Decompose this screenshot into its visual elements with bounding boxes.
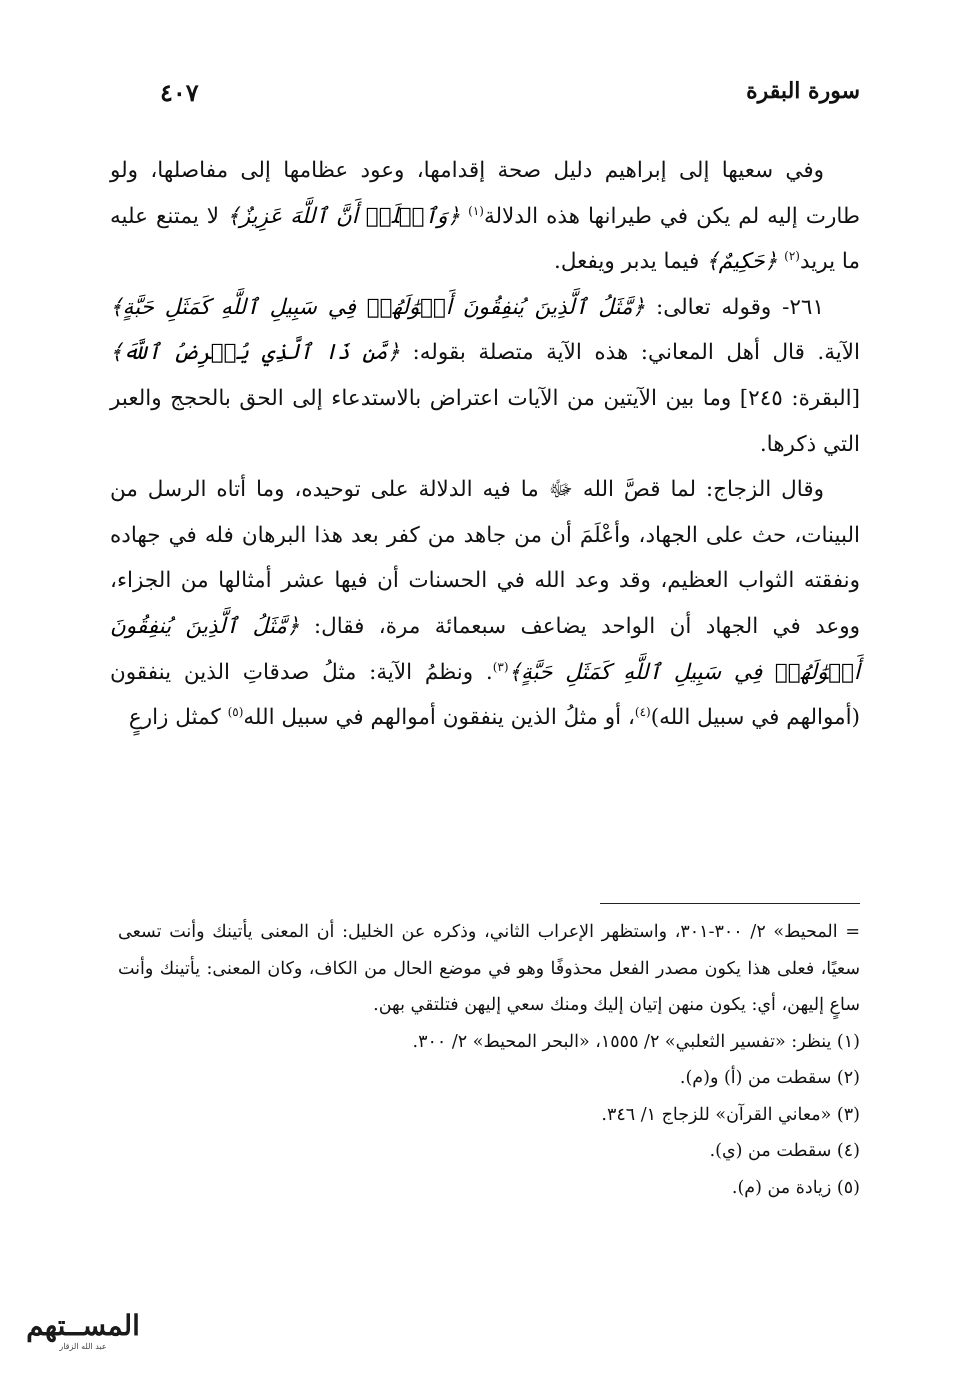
footnote-4: (٤) سقطت من (ي).	[709, 1141, 860, 1161]
text-run: . ونظمُ الآية: مثلُ صدقاتِ الذين ينفقون (أموالهم في سبيل الله)	[110, 659, 860, 731]
main-text	[110, 148, 860, 741]
footnote-3: (٣) «معاني القرآن» للزجاج ١/ ٣٤٦.	[601, 1104, 860, 1125]
footnote-5: (٥) زيادة من (م).	[731, 1177, 860, 1198]
footnote-ref-5: (٥)	[227, 704, 244, 719]
surah-title: سورة البقرة	[746, 78, 860, 104]
publisher-logo	[18, 1310, 148, 1358]
page-header	[160, 78, 860, 118]
quran-quote: ﴿وَٱعۡلَمۡ أَنَّ ٱللَّهَ عَزِيزٌ﴾	[227, 203, 461, 229]
text-run: فيما يدبر ويفعل.	[554, 249, 700, 275]
quran-quote: ﴿حَكِيمٌ﴾	[706, 249, 778, 275]
footnote-ref-3: (٣)	[492, 659, 509, 674]
paragraph-1	[110, 148, 860, 285]
footnote-2: (٢) سقطت من (أ) و(م).	[679, 1068, 860, 1088]
footnote-continuation: = المحيط» ٢/ ٣٠٠-٣٠١، واستظهر الإعراب الثاني، وذكره عن الخليل: أن المعنى يأتينك وأنت تسعى سعيًا، فعلى هذا يكون مصدر الفعل محذوفًا وهو في موضع الحال من الكاف، وكان المعنى: يأتينك وأنت ساعٍ إليهن، أي: يكون منهن إتيان إليك ومنك سعي إليهن فتلتقي بهن.	[118, 922, 860, 1015]
quran-quote: ﴿مَّن ذَا ٱلَّذِي يُقۡرِضُ ٱللَّهَ﴾	[110, 340, 401, 366]
text-run: لا يمتنع عليه ما يريد	[110, 203, 860, 275]
logo-subtext: عبد الله الزقار	[59, 1342, 107, 1351]
text-run: وقال الزجاج: لما قصَّ الله ﷻ ما فيه الدلالة على توحيده، وما أتاه الرسل من البينات، حث على الجهاد، وأعْلَمَ أن من جاهد من كفر بعد هذا البرهان فله في جهاده ونفقته الثواب العظيم، وقد وعد الله في الحسنات أن فيها عشر أمثالها من الجزاء، ووعد في الجهاد أن الواحد يضاعف سبعمائة مرة، فقال:	[110, 477, 860, 639]
verse-number-intro: ٢٦١- وقوله تعالى:	[655, 294, 824, 320]
page-number: ٤٠٧	[160, 78, 199, 107]
footnote-ref-2: (٢)	[784, 249, 800, 264]
text-run: الآية. قال أهل المعاني: هذه الآية متصلة بقوله:	[412, 340, 860, 366]
paragraph-2	[110, 285, 860, 467]
paragraph-3	[110, 467, 860, 741]
text-run: ، أو مثلُ الذين ينفقون أموالهم في سبيل الله	[243, 705, 635, 731]
text-run: [البقرة: ٢٤٥] وما بين الآيتين من الآيات اعتراض بالاستدعاء إلى الحق بالحجج والعبر التي ذكرها.	[110, 385, 860, 457]
footnotes	[118, 914, 860, 1206]
text-run: كمثل زارعٍ	[128, 705, 221, 731]
text-run: وفي سعيها إلى إبراهيم دليل صحة إقدامها، وعود عظامها إلى مفاصلها، ولو طارت إليه لم يكن في طيرانها هذه الدلالة	[110, 158, 861, 229]
footnote-divider	[600, 903, 860, 904]
footnote-ref-1: (١)	[468, 203, 484, 218]
footnote-1: (١) ينظر: «تفسير الثعلبي» ٢/ ١٥٥٥، «البحر المحيط» ٢/ ٣٠٠.	[412, 1031, 860, 1052]
footnote-ref-4: (٤)	[634, 704, 651, 719]
quran-quote: ﴿مَّثَلُ ٱلَّذِينَ يُنفِقُونَ أَمۡوَٰلَهُمۡ فِي سَبِيلِ ٱللَّهِ كَمَثَلِ حَبَّةٍ﴾	[110, 613, 860, 685]
quran-quote: ﴿مَّثَلُ ٱلَّذِينَ يُنفِقُونَ أَمۡوَٰلَهُمۡ فِي سَبِيلِ ٱللَّهِ كَمَثَلِ حَبَّةٍ﴾	[110, 294, 646, 320]
logo-calligraphy: المسـ‍ـتهم	[26, 1309, 140, 1342]
